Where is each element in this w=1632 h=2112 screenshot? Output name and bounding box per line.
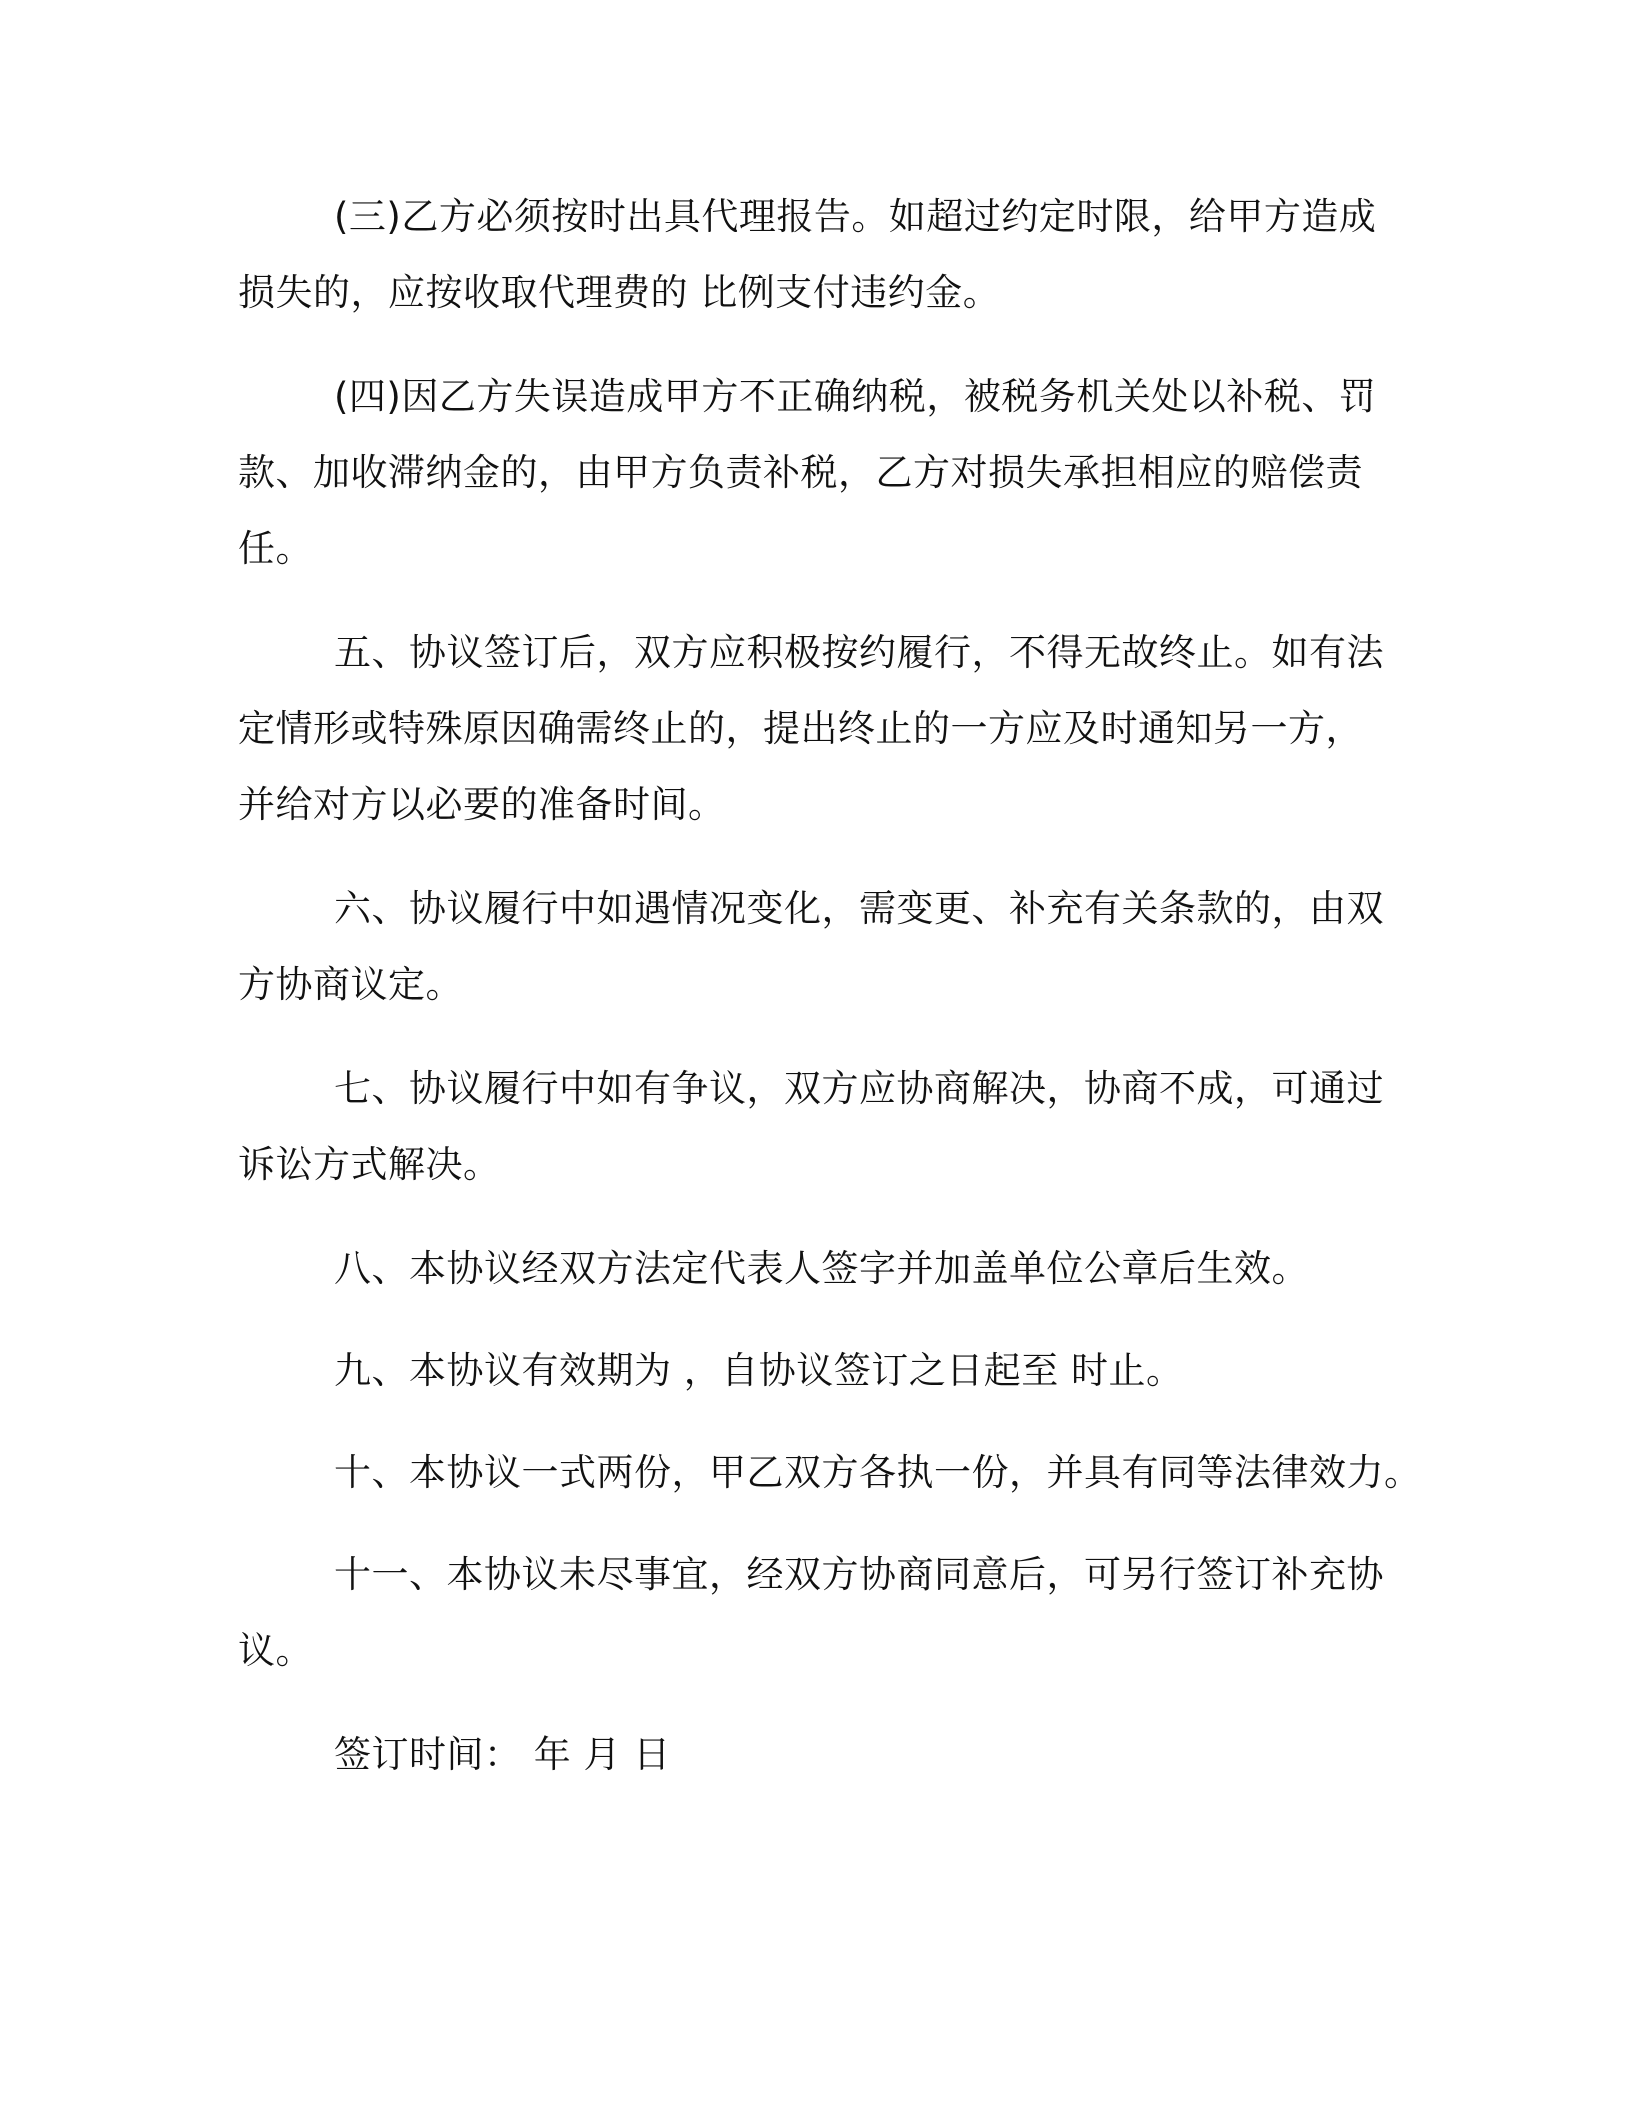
clause-6-line-1: 六、协议履行中如遇情况变化，需变更、补充有关条款的，由双 [334,887,1384,930]
clause-4-line-2: 款、加收滞纳金的，由甲方负责补税，乙方对损失承担相应的赔偿责 [238,451,1363,494]
clause-11-line-2: 议。 [238,1629,313,1672]
clause-7-line-1: 七、协议履行中如有争议，双方应协商解决，协商不成，可通过 [334,1067,1384,1110]
clause-5-line-3: 并给对方以必要的准备时间。 [238,783,726,826]
clause-3-line-2: 损失的，应按收取代理费的 比例支付违约金。 [238,271,1001,314]
signing-date: 签订时间： 年 月 日 [334,1733,671,1776]
clause-10-line-1: 十、本协议一式两份，甲乙双方各执一份，并具有同等法律效力。 [334,1451,1422,1494]
clause-3-line-1: (三)乙方必须按时出具代理报告。如超过约定时限，给甲方造成 [334,195,1377,238]
clause-5-line-1: 五、协议签订后，双方应积极按约履行，不得无故终止。如有法 [334,631,1384,674]
clause-6-line-2: 方协商议定。 [238,963,463,1006]
clause-4-line-1: (四)因乙方失误造成甲方不正确纳税，被税务机关处以补税、罚 [334,375,1377,418]
clause-4-line-3: 任。 [238,527,313,570]
clause-8-line-1: 八、本协议经双方法定代表人签字并加盖单位公章后生效。 [334,1247,1309,1290]
clause-11-line-1: 十一、本协议未尽事宜，经双方协商同意后，可另行签订补充协 [334,1553,1384,1596]
clause-9-line-1: 九、本协议有效期为 ，自协议签订之日起至 时止。 [334,1349,1184,1392]
clause-5-line-2: 定情形或特殊原因确需终止的，提出终止的一方应及时通知另一方， [238,707,1363,750]
clause-7-line-2: 诉讼方式解决。 [238,1143,501,1186]
